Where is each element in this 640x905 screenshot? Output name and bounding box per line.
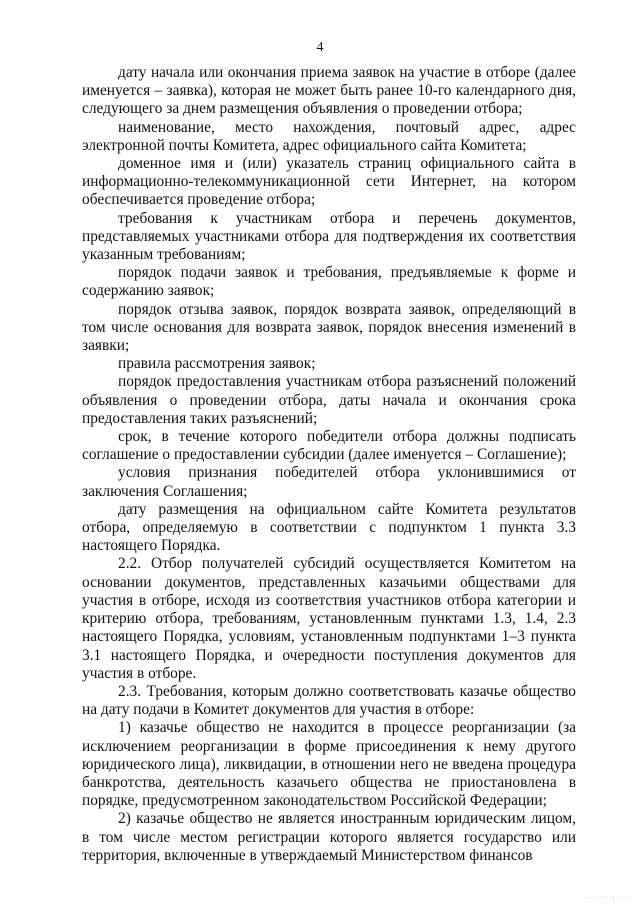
- paragraph-application-withdrawal: порядок отзыва заявок, порядок возврата заявок, определяющий в том числе основания для возврата заявок, порядок внесения изменений в заявки;: [82, 300, 576, 355]
- paragraph-clarifications: порядок предоставления участникам отбора разъяснений положений объявления о проведении отбора, даты начала и окончания срока предоставления таких разъяснений;: [82, 373, 576, 427]
- paragraph-agreement-deadline: срок, в течение которого победители отбора должны подписать соглашение о предоставлении субсидии (далее именуется – Соглашение);: [82, 428, 576, 464]
- paragraph-2-3-item-2: 2) казачье общество не является иностранным юридическим лицом, в том числе местом регистрации которого является государство или территория, включенные в утверждаемый Министерством финансов: [82, 810, 576, 864]
- document-body: [82, 64, 576, 865]
- paragraph-application-submission: порядок подачи заявок и требования, предъявляемые к форме и содержанию заявок;: [82, 264, 576, 300]
- paragraph-results-publication: дату размещения на официальном сайте Комитета результатов отбора, определяемую в соответствии с подпунктом 1 пункта 3.3 настоящего Порядка.: [82, 500, 576, 555]
- paragraph-domain-name: доменное имя и (или) указатель страниц официального сайта в информационно-телекоммуникационной сети Интернет, на котором обеспечивается проведение отбора;: [82, 155, 576, 209]
- paragraph-2-2: 2.2. Отбор получателей субсидий осуществляется Комитетом на основании документов, представленных казачьими обществами для участия в отборе, исходя из соответствия участников отбора категории и критерию отбора, требованиям, установленным пунктами 1.3, 1.4, 2.3 настоящего Порядка, условиям, установленным подпунктами 1–3 пункта 3.1 настоящего Порядка, и очередности поступления документов для участия в отборе.: [82, 555, 576, 682]
- footer-mark: ···· ·····/·····: [583, 895, 630, 902]
- paragraph-participant-requirements: требования к участникам отбора и перечень документов, представляемых участниками отбора для подтверждения их соответствия указанным требованиям;: [82, 209, 576, 264]
- paragraph-2-3-item-1: 1) казачье общество не находится в процессе реорганизации (за исключением реорганизации в форме присоединения к нему другого юридического лица), ликвидации, в отношении него не введена процедура банкротства, деятельность казачьего общества не приостановлена в порядке, предусмотренном законодательством Российской Федерации;: [82, 719, 576, 810]
- paragraph-review-rules: правила рассмотрения заявок;: [118, 355, 316, 373]
- paragraph-committee-address: наименование, место нахождения, почтовый адрес, адрес электронной почты Комитета, адрес официального сайта Комитета;: [82, 118, 576, 154]
- page-number: 4: [316, 40, 324, 55]
- paragraph-evasion-conditions: условия признания победителей отбора уклонившимися от заключения Соглашения;: [82, 464, 576, 500]
- paragraph-application-dates: дату начала или окончания приема заявок на участие в отборе (далее именуется – заявка), которая не может быть ранее 10-го календарного дня, следующего за днем размещения объявления о проведении отбора;: [82, 64, 576, 118]
- paragraph-2-3: 2.3. Требования, которым должно соответствовать казачье общество на дату подачи в Комитет документов для участия в отборе:: [82, 682, 576, 719]
